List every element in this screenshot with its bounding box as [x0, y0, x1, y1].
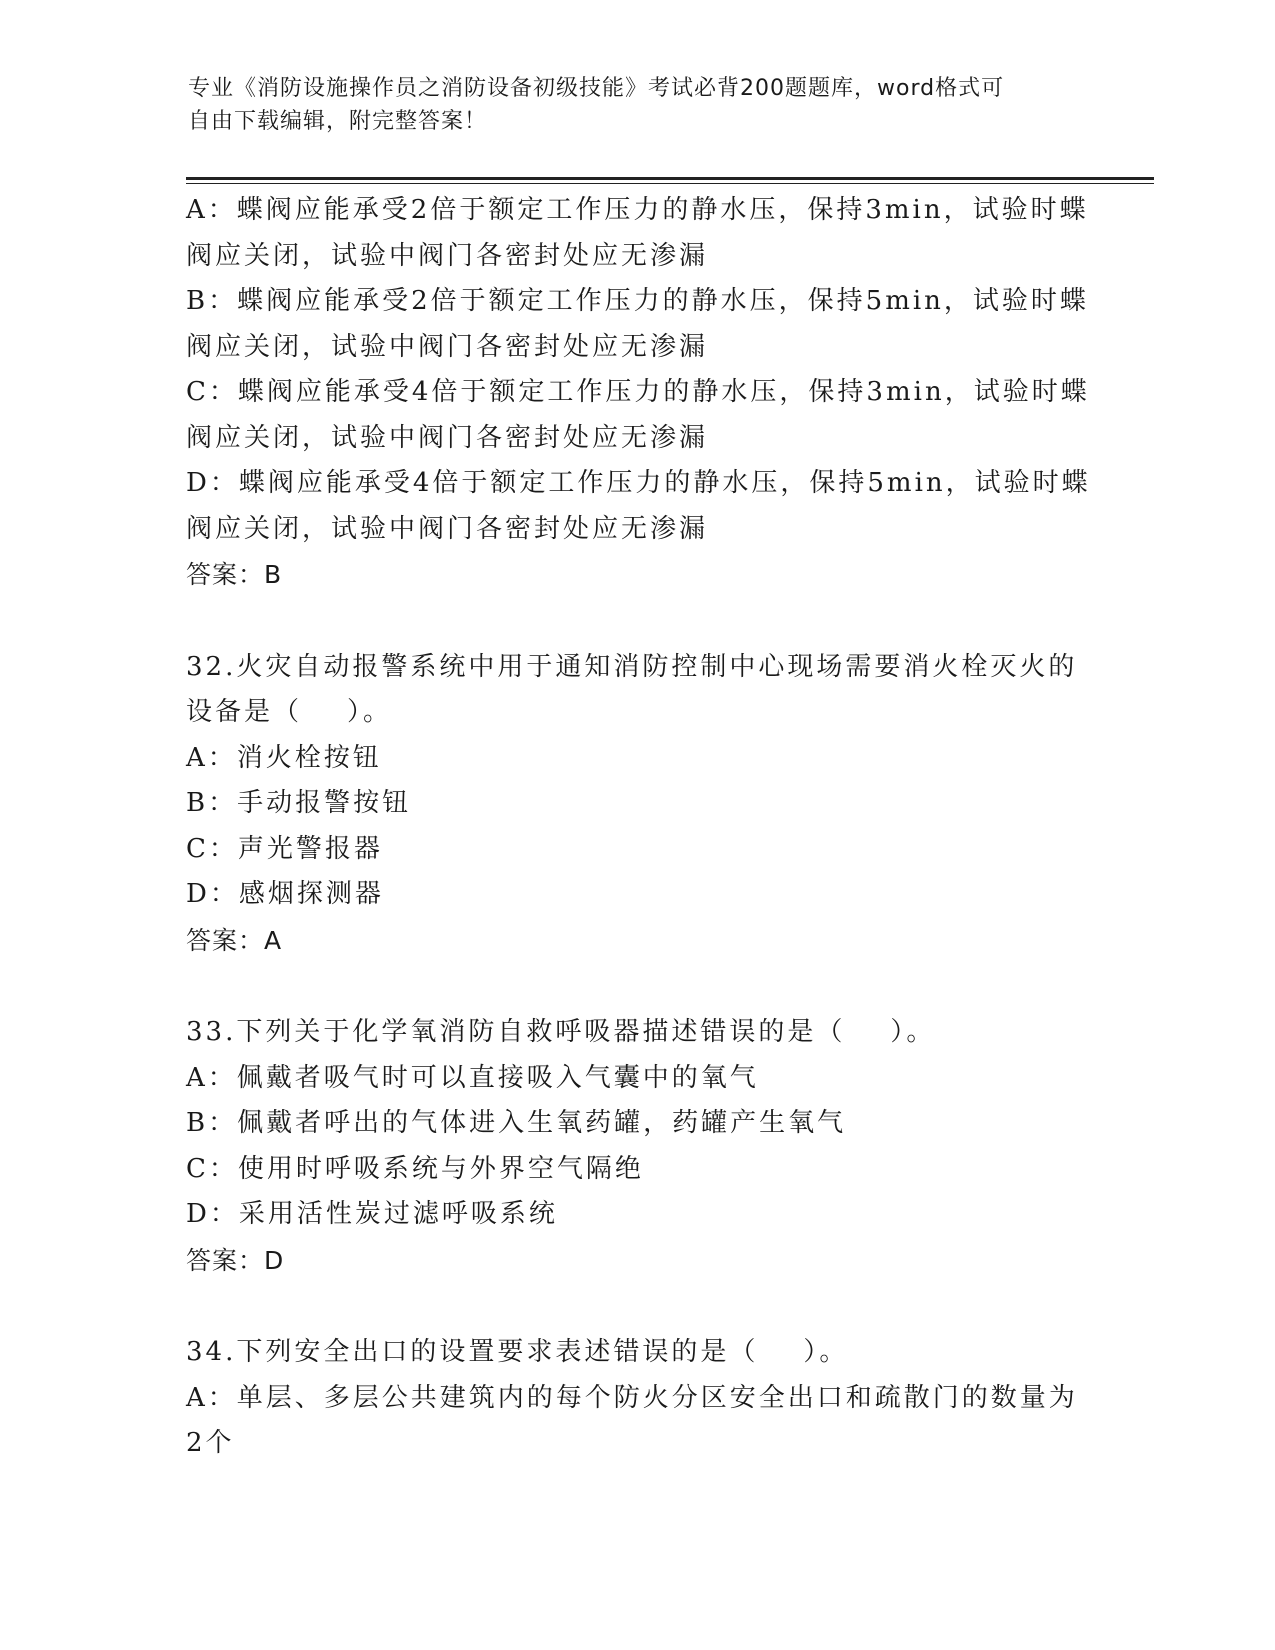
question-content: [186, 188, 1091, 1467]
question-33: [186, 1010, 1086, 1283]
answer-text: 答案：A: [186, 925, 283, 955]
option-text: C：蝶阀应能承受4倍于额定工作压力的静水压，保持3min，试验时蝶: [186, 377, 1090, 407]
option-text: D：蝶阀应能承受4倍于额定工作压力的静水压，保持5min，试验时蝶: [186, 468, 1091, 498]
option-c: C：使用时呼吸系统与外界空气隔绝: [186, 1153, 644, 1184]
question-stem: 设备是（ ）。: [186, 697, 393, 727]
option-text: 阀应关闭，试验中阀门各密封处应无渗漏: [186, 240, 709, 271]
option-text: B：蝶阀应能承受2倍于额定工作压力的静水压，保持5min，试验时蝶: [186, 286, 1089, 316]
option-text: 阀应关闭，试验中阀门各密封处应无渗漏: [186, 331, 709, 362]
option-text: A：单层、多层公共建筑内的每个防火分区安全出口和疏散门的数量为: [186, 1382, 1078, 1413]
option-a: A：佩戴者吸气时可以直接吸入气囊中的氧气: [186, 1062, 759, 1093]
option-text: 阀应关闭，试验中阀门各密封处应无渗漏: [186, 513, 709, 544]
option-c: [186, 370, 1090, 461]
answer-text: 答案：D: [186, 1245, 285, 1275]
header-line-1: 专业《消防设施操作员之消防设备初级技能》考试必背200题题库，word格式可: [188, 76, 1005, 101]
option-a: A：消火栓按钮: [186, 742, 382, 773]
option-d: D：采用活性炭过滤呼吸系统: [186, 1199, 558, 1229]
option-text: 2个: [186, 1428, 235, 1458]
document-header: [188, 72, 1068, 138]
question-32: [186, 645, 1086, 964]
option-text: A：蝶阀应能承受2倍于额定工作压力的静水压，保持3min，试验时蝶: [186, 195, 1089, 225]
option-d: D：感烟探测器: [186, 879, 384, 909]
header-line-2: 自由下载编辑，附完整答案！: [188, 109, 488, 134]
option-b: B：佩戴者呼出的气体进入生氧药罐，药罐产生氧气: [186, 1108, 847, 1138]
question-stem: 34.下列安全出口的设置要求表述错误的是（ ）。: [186, 1337, 849, 1367]
option-text: 阀应关闭，试验中阀门各密封处应无渗漏: [186, 422, 709, 453]
question-spacer: [186, 598, 1086, 645]
question-stem: 32.火灾自动报警系统中用于通知消防控制中心现场需要消火栓灭火的: [186, 651, 1078, 682]
option-c: C：声光警报器: [186, 833, 383, 864]
header-divider-thick: [186, 177, 1154, 180]
question-spacer: [186, 963, 1086, 1010]
option-b: [186, 279, 1089, 370]
question-34: [186, 1330, 1086, 1467]
header-divider-thin: [186, 183, 1154, 184]
question-spacer: [186, 1283, 1086, 1330]
option-a: [186, 1376, 1086, 1467]
question-stem: 33.下列关于化学氧消防自救呼吸器描述错误的是（ ）。: [186, 1017, 936, 1047]
option-b: B：手动报警按钮: [186, 788, 412, 818]
question-31: [186, 188, 1091, 598]
option-a: [186, 188, 1089, 279]
answer-text: 答案：B: [186, 560, 283, 589]
option-d: [186, 461, 1091, 552]
